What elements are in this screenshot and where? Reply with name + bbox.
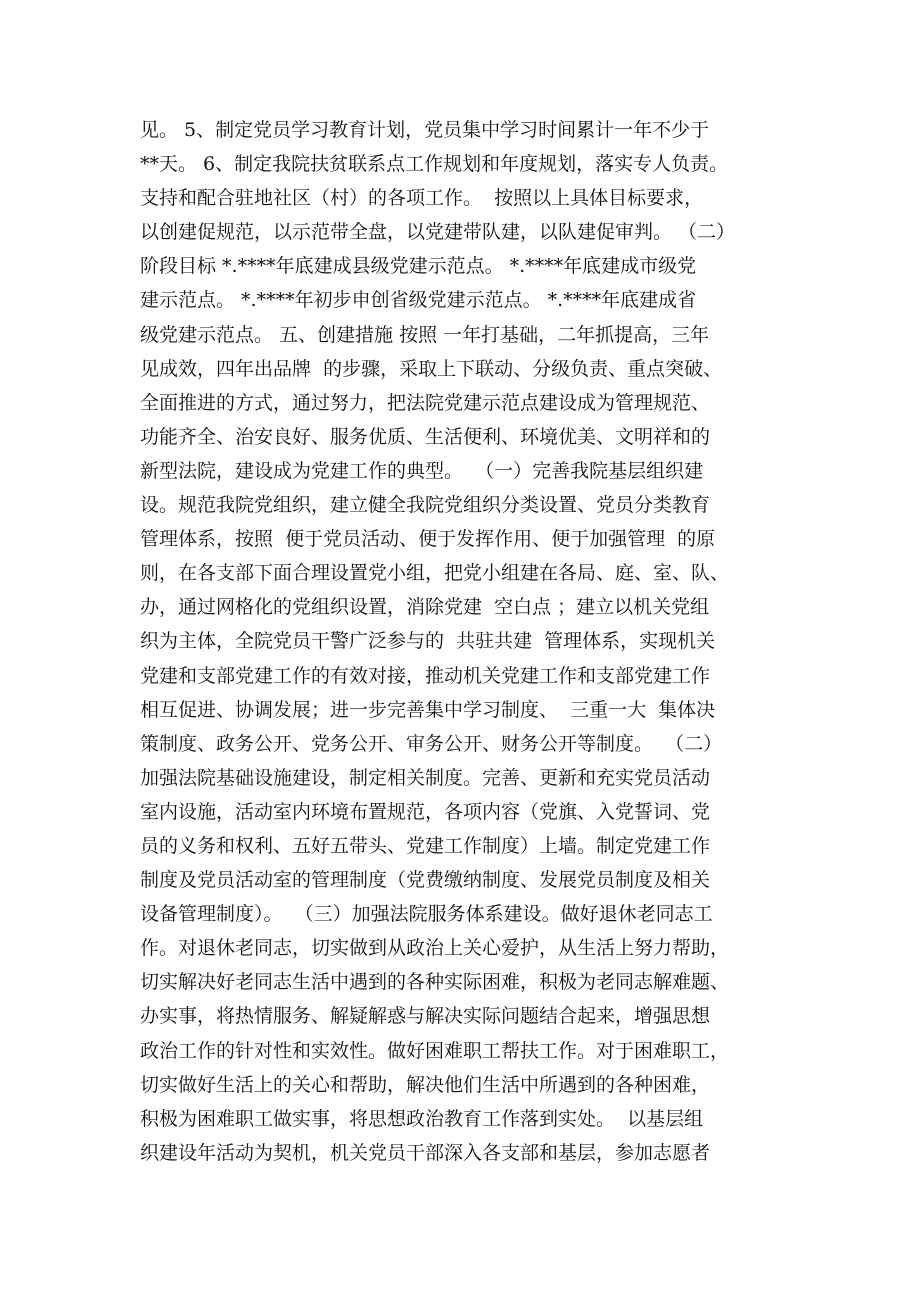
text-line-25: 作。对退休老同志，切实做到从政治上关心爱护，从生活上努力帮助， (140, 937, 730, 960)
text-line-21: 室内设施，活动室内环境布置规范，各项内容（党旗、入党誓词、党 (140, 800, 711, 823)
text-line-28: 政治工作的针对性和实效性。做好困难职工帮扶工作。对于困难职工， (140, 1039, 730, 1062)
text-line-1: 见。 5、制定党员学习教育计划，党员集中学习时间累计一年不少于 (140, 119, 710, 141)
text-line-13: 管理体系，按照 便于党员活动、便于发挥作用、便于加强管理 的原 (140, 528, 716, 551)
text-line-23: 制度及党员活动室的管理制度（党费缴纳制度、发展党员制度及相关 (140, 869, 711, 892)
text-line-26: 切实解决好老同志生活中遇到的各种实际困难，积极为老同志解难题、 (140, 971, 730, 994)
text-line-8: 见成效，四年出品牌 的步骤，采取上下联动、分级负责、重点突破、 (140, 357, 723, 380)
text-line-30: 积极为困难职工做实事，将思想政治教育工作落到实处。 以基层组 (140, 1107, 704, 1130)
text-line-9: 全面推进的方式，通过努力，把法院党建示范点建设成为管理规范、 (140, 391, 711, 414)
text-line-10: 功能齐全、治安良好、服务优质、生活便利、环境优美、文明祥和的 (140, 425, 711, 448)
text-line-18: 相互促进、协调发展；进一步完善集中学习制度、 三重一大 集体决 (140, 698, 716, 721)
text-line-11: 新型法院，建设成为党建工作的典型。 （一）完善我院基层组织建 (140, 459, 704, 482)
text-line-29: 切实做好生活上的关心和帮助，解决他们生活中所遇到的各种困难， (140, 1073, 711, 1096)
text-line-31: 织建设年活动为契机，机关党员干部深入各支部和基层，参加志愿者 (140, 1141, 711, 1164)
text-line-4: 以创建促规范，以示范带全盘，以党建带队建，以队建促审判。 （二） (140, 221, 736, 244)
text-line-5: 阶段目标 *.****年底建成县级党建示范点。 *.****年底建成市级党 (140, 255, 697, 278)
text-line-12: 设。规范我院党组织，建立健全我院党组织分类设置、党员分类教育 (140, 494, 711, 517)
text-line-16: 织为主体，全院党员干警广泛参与的 共驻共建 管理体系，实现机关 (140, 630, 716, 653)
text-line-6: 建示范点。 *.****年初步申创省级党建示范点。 *.****年底建成省 (140, 289, 697, 312)
text-line-2: **天。 6、制定我院扶贫联系点工作规划和年度规划，落实专人负责。 (140, 153, 729, 176)
text-line-20: 加强法院基础设施建设，制定相关制度。完善、更新和充实党员活动 (140, 766, 711, 789)
text-line-27: 办实事，将热情服务、解疑解惑与解决实际问题结合起来，增强思想 (140, 1005, 711, 1028)
text-line-19: 策制度、政务公开、党务公开、审务公开、财务公开等制度。 （二） (140, 732, 723, 755)
text-line-14: 则，在各支部下面合理设置党小组，把党小组建在各局、庭、室、队、 (140, 562, 730, 585)
text-line-7: 级党建示范点。 五、创建措施 按照 一年打基础，二年抓提高，三年 (140, 323, 710, 346)
text-line-24: 设备管理制度）。 （三）加强法院服务体系建设。做好退休老同志工 (140, 903, 713, 926)
text-line-3: 支持和配合驻地社区（村）的各项工作。 按照以上具体目标要求， (140, 187, 704, 210)
text-line-15: 办，通过网格化的党组织设置，消除党建 空白点 ；建立以机关党组 (140, 596, 710, 619)
text-line-22: 员的义务和权利、五好五带头、党建工作制度）上墙。制定党建工作 (140, 834, 711, 857)
body-text (140, 113, 800, 1170)
text-line-17: 党建和支部党建工作的有效对接，推动机关党建工作和支部党建工作 (140, 664, 711, 687)
